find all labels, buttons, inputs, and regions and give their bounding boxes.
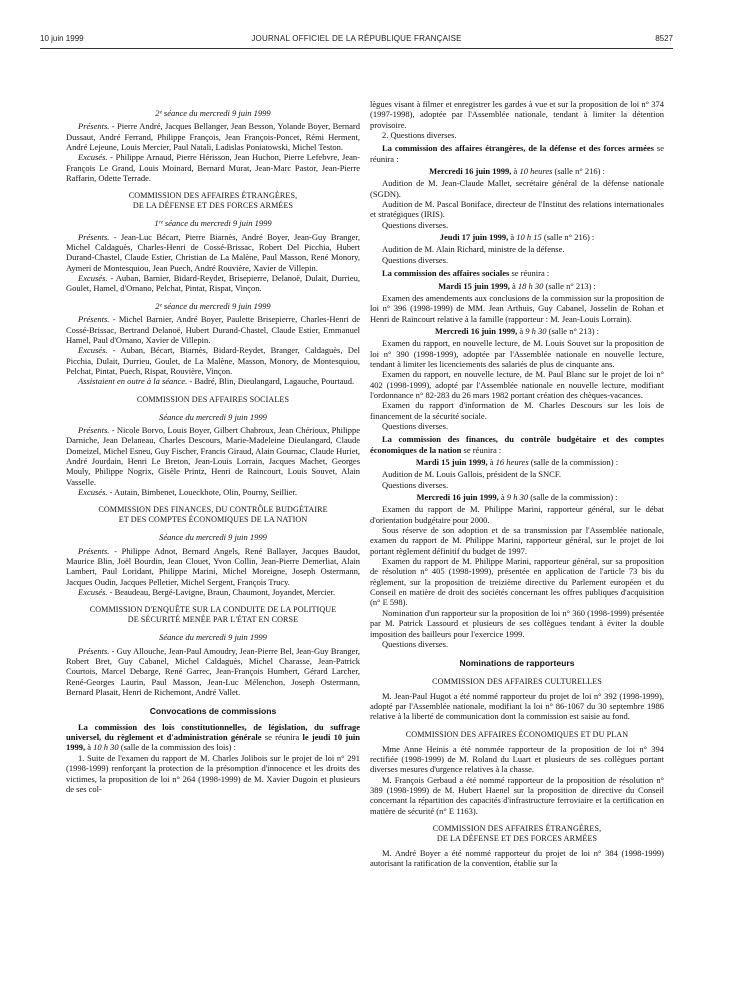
body-paragraph: 2. Questions diverses. [382, 130, 457, 141]
session-heading: Séance du mercredi 9 juin 1999 [159, 632, 267, 643]
page-header [40, 34, 673, 46]
section-title: Convocations de commissions [149, 706, 277, 717]
body-paragraph: Questions diverses. [382, 479, 449, 490]
commission-heading: COMMISSION DES AFFAIRES ÉCONOMIQUES ET DU PLAN [405, 729, 629, 739]
attendance-label: Présents. [78, 231, 110, 242]
attendance-paragraph [66, 487, 360, 497]
meeting-time: 9 h 30 [506, 492, 529, 503]
commission-heading: COMMISSION DES AFFAIRES ÉTRANGÈRES, DE LA DÉFENSE ET DES FORCES ARMÉES [128, 191, 298, 211]
body-paragraph: Questions diverses. [382, 420, 449, 431]
meeting-date-sep: à [509, 280, 518, 291]
body-paragraph: 1. Suite de l'examen du rapport de M. Charles Jolibois sur le projet de loi n° 291 (1998-1999) renforçant la protection de la présomption d'innocence et les droits des victimes, la proposition de loi n° 264 (1998-1999) de M. Xavier Dugoin et plusieurs de ses col- [66, 752, 360, 794]
meeting-date-line [370, 492, 664, 502]
commission-name: La commission des affaires sociales [382, 268, 510, 279]
body-paragraph: Audition de M. Jean-Claude Mallet, secrétaire général de la défense nationale (SGDN). [370, 178, 664, 199]
session-heading: 1ʳᵉ séance du mercredi 9 juin 1999 [154, 218, 272, 229]
attendance-label: Présents. [78, 424, 110, 435]
commission-heading: COMMISSION DES AFFAIRES SOCIALES [136, 394, 290, 404]
commission-heading: COMMISSION D'ENQUÊTE SUR LA CONDUITE DE LA POLITIQUE DE SÉCURITÉ MENÉE PAR L'ÉTAT EN CORSE [89, 605, 337, 625]
meeting-room: (salle n° 213) : [543, 280, 596, 291]
meeting-date-line [370, 281, 664, 291]
convocation-text: se réunira : [461, 444, 502, 455]
meeting-date: Mercredi 16 juin 1999, [429, 166, 512, 177]
convocation-paragraph [370, 268, 664, 278]
attendance-names: - Auban, Barnier, Bidard-Reydet, Brisepierre, Delanoë, Dulait, Durrieu, Goulet, Hamel, d'Ornano, Pelchat, Pintat, Rispat, Vinçon. [66, 273, 360, 294]
convocation-text: se réunira : [509, 268, 550, 279]
body-paragraph: Examen du rapport, en nouvelle lecture, de M. Paul Blanc sur le projet de loi n° 402 (1998-1999), adopté par l'Assemblée nationale en nouvelle lecture, modifiant l'ordonnance n° 82-283 du 26 mars 1982 portant création des chèques-vacances. [370, 369, 664, 400]
attendance-label: Assistaient en outre à la séance. [78, 376, 188, 387]
meeting-date: Mercredi 16 juin 1999, [416, 492, 499, 503]
body-paragraph: Sous réserve de son adoption et de sa transmission par l'Assemblée nationale, examen du rapport de M. Philippe Marini, rapporteur général, sur le projet de loi portant règlement définitif du budget de 1997. [370, 525, 664, 556]
attendance-paragraph [66, 314, 360, 345]
meeting-room: (salle n° 216) : [541, 232, 595, 243]
session-heading: 2ᵉ séance du mercredi 9 juin 1999 [155, 108, 271, 118]
meeting-date: le jeudi 10 juin 1999, [66, 732, 361, 753]
commission-name: La commission des affaires étrangères, de la défense et des forces armées [382, 143, 654, 154]
attendance-label: Excusés. [78, 486, 108, 497]
body-paragraph: Examen des amendements aux conclusions de la commission sur la proposition de loi n° 396 (1998-1999) de MM. Jean Arthuis, Guy Cabanel, Josselin de Rohan et Henri de Raincourt relative à la famille (rapporteur : M. Jean-Louis Lorrain). [370, 292, 664, 324]
convocation-paragraph [370, 434, 664, 455]
meeting-date-line [370, 326, 664, 336]
convocation-text: se réunira [261, 732, 303, 743]
attendance-paragraph [66, 273, 360, 294]
attendance-names: - Philippe Arnaud, Pierre Hérisson, Jean Huchon, Pierre Lefebvre, Jean-François Le Grand, Louis Moinard, Bernard Murat, Jean-Marc Pastor, Jean-Pierre Raffarin, Odette Terrade. [66, 152, 360, 184]
section-title: Nominations de rapporteurs [459, 658, 575, 669]
meeting-room: (salle de la commission) : [528, 457, 619, 467]
commission-name: La commission des lois constitutionnelles, de législation, du suffrage universel, du règlement et d'administration générale [66, 721, 360, 743]
session-heading: Séance du mercredi 9 juin 1999 [159, 411, 267, 422]
meeting-time: 9 h 30 [525, 325, 547, 336]
body-paragraph: Questions diverses. [382, 638, 449, 649]
attendance-names: - Michel Barnier, André Boyer, Paulette Brisepierre, Charles-Henri de Cossé-Brissac, Bertrand Delanoë, Hubert Durand-Chastel, Claude Estier, Emmanuel Hamel, Paul d'Ornano, Xavier de Villepin. [66, 314, 360, 345]
commission-heading: COMMISSION DES AFFAIRES CULTURELLES [432, 676, 602, 686]
meeting-time: 10 h 15 [516, 232, 542, 243]
attendance-names: - Badré, Blin, Dieulangard, Lagauche, Pourtaud. [187, 376, 355, 387]
attendance-paragraph [66, 152, 360, 183]
meeting-date-sep: à [498, 492, 507, 503]
attendance-paragraph [66, 425, 360, 487]
attendance-label: Présents. [78, 121, 110, 132]
attendance-label: Excusés. [78, 273, 108, 284]
attendance-label: Excusés. [78, 345, 108, 356]
meeting-date-sep: à [511, 166, 520, 177]
attendance-names: - Nicole Borvo, Louis Boyer, Gilbert Chabroux, Jean Chérioux, Philippe Darniche, Jean Delaneau, Charles Descours, Marie-Madeleine Dieulangard, Claude Domeizel, Michel Esneu, Guy Fischer, Francis Giraud, Alain Gournac, Claude Huriet, André Jourdain, Henri Le Breton, Jean-Louis Lorrain, Jacques Machet, Georges Mouly, Philippe Nogrix, Gisèle Printz, Henri de Raincourt, Louis Souvet, Alain Vasselle. [66, 424, 360, 487]
attendance-names: - Philippe Adnot, Bernard Angels, René Ballayer, Jacques Baudot, Maurice Blin, Joël Bourdin, Jean Clouet, Yvon Collin, Jean-Pierre Demerliat, Alain Lambert, Paul Loridant, Philippe Marini, Michel Moreigne, Joseph Ostermann, Jacques Oudin, Jacques Pelletier, Michel Sergent, François Trucy. [66, 545, 360, 587]
body-paragraph: Audition de M. Pascal Boniface, directeur de l'Institut des relations internationales et stratégiques (IRIS). [370, 199, 664, 220]
attendance-paragraph [66, 232, 360, 273]
attendance-label: Excusés. [78, 587, 108, 598]
attendance-paragraph [66, 546, 360, 587]
header-date: 10 juin 1999 [40, 34, 84, 43]
attendance-names: - Autain, Bimbenet, Loueckhote, Olin, Pourny, Seillier. [107, 486, 298, 497]
meeting-room: (salle de la commission) : [528, 492, 618, 503]
attendance-names: - Pierre André, Jacques Bellanger, Jean Besson, Yolande Boyer, Bernard Dussaut, André Ferrand, Philippe François, Jean François-Poncet, Rémi Herment, André Lejeune, Louis Mercier, Paul Natali, Ladislas Poniatowski, Michel Teston. [66, 121, 360, 153]
body-paragraph: M. Jean-Paul Hugot a été nommé rapporteur du projet de loi n° 392 (1998-1999), adopté par l'Assemblée nationale, modifiant la loi n° 86-1067 du 30 septembre 1986 relative à la liberté de communication dont la commission est saisie au fond. [370, 690, 664, 722]
body-paragraph: Audition de M. Louis Gallois, président de la SNCF. [382, 469, 561, 480]
body-paragraph: Questions diverses. [382, 254, 449, 265]
meeting-date-sep: à [517, 325, 526, 336]
meeting-date: Mardi 15 juin 1999, [415, 457, 488, 467]
attendance-names: - Auban, Bécart, Biarnès, Bidard-Reydet, Branger, Caldaguès, Del Picchia, Dulait, Durrieu, Goulet, de La Malène, Masson, Monory, de Montesquiou, Pelchat, Pintat, Puech, Rispat, Rouvière, Vinçon. [66, 345, 360, 376]
attendance-paragraph [66, 376, 360, 386]
meeting-room: (salle n° 213) : [546, 325, 600, 336]
body-paragraph: M. François Gerbaud a été nommé rapporteur de la proposition de résolution n° 389 (1998-1999) de M. Hubert Haenel sur la proposition de directive du Conseil concernant la répartition des capacités d'infrastructure ferroviaire et la certification en matière de sécurité (n° E 1163). [370, 774, 664, 816]
body-paragraph: Examen du rapport, en nouvelle lecture, de M. Louis Souvet sur la proposition de loi n° 390 (1998-1999), adoptée par l'Assemblée nationale en nouvelle lecture, tendant à limiter les licenciements des salariés de plus de cinquante ans. [370, 338, 664, 369]
right-column [370, 99, 664, 869]
meeting-time: 10 heures [519, 166, 553, 177]
body-paragraph: Examen du rapport de M. Philippe Marini, rapporteur général, sur sa proposition de résolution n° 405 (1998-1999), présentée en application de l'article 73 bis du règlement, sur la proposition de treizième directive du Parlement européen et du Conseil en matière de droit des sociétés concernant les offres publiques d'acquisition (n° E 598). [370, 556, 664, 608]
meeting-date: Jeudi 17 juin 1999, [439, 232, 509, 243]
attendance-label: Présents. [78, 314, 110, 325]
convocation-text: à [85, 742, 94, 753]
attendance-paragraph [66, 587, 360, 597]
attendance-label: Excusés. [78, 152, 108, 163]
attendance-paragraph [66, 345, 360, 376]
meeting-time: 18 h 30 [517, 280, 544, 291]
convocation-paragraph [66, 722, 360, 753]
meeting-room: (salle n° 216) : [552, 166, 605, 177]
meeting-date-line [370, 232, 664, 242]
body-paragraph: Audition de M. Alain Richard, ministre de la défense. [382, 244, 565, 255]
attendance-names: - Guy Allouche, Jean-Paul Amoudry, Jean-Pierre Bel, Jean-Guy Branger, Robert Bret, Guy Cabanel, Michel Caldaguès, Michel Charasse, Jean-Patrick Courtois, Marcel Debarge, René Garrec, Jean-François Humbert, Gérard Larcher, René-Georges Laurin, Paul Masson, Jean-Luc Mélenchon, Joseph Ostermann, Bernard Plasait, Henri de Richemont, André Vallet. [66, 645, 360, 698]
meeting-date-sep: à [508, 232, 517, 243]
meeting-date-sep: à [487, 457, 496, 467]
paragraph-continuation: lègues visant à filmer et enregistrer les gardes à vue et sur la proposition de loi n° 374 (1997-1998), adoptée par l'Assemblée nationale, tendant à limiter la détention provisoire. [370, 99, 664, 130]
meeting-date: Mercredi 16 juin 1999, [434, 325, 518, 336]
body-paragraph: Mme Anne Heinis a été nommée rapporteur de la proposition de loi n° 394 rectifiée (1998-1999) de M. Roland du Luart et plusieurs de ses collègues portant diverses mesures d'urgence relatives à la chasse. [370, 743, 664, 775]
meeting-room: (salle de la commission des lois) : [118, 742, 236, 753]
header-journal-title: JOURNAL OFFICIEL DE LA RÉPUBLIQUE FRANÇAISE [251, 34, 462, 43]
body-paragraph: Questions diverses. [382, 219, 449, 230]
session-heading: 2ᵉ séance du mercredi 9 juin 1999 [155, 300, 271, 311]
session-heading: Séance du mercredi 9 juin 1999 [159, 532, 267, 543]
commission-heading: COMMISSION DES AFFAIRES ÉTRANGÈRES, DE LA DÉFENSE ET DES FORCES ARMÉES [432, 823, 602, 843]
commission-heading: COMMISSION DES FINANCES, DU CONTRÔLE BUDGÉTAIRE ET DES COMPTES ÉCONOMIQUES DE LA NATION [98, 505, 328, 525]
body-paragraph: Examen du rapport de M. Philippe Marini, rapporteur général, sur le débat d'orientation budgétaire pour 2000. [370, 504, 664, 525]
attendance-paragraph [66, 646, 360, 698]
commission-name: La commission des finances, du contrôle budgétaire et des comptes économiques de la nation [370, 434, 664, 455]
attendance-paragraph [66, 121, 360, 152]
meeting-date: Mardi 15 juin 1999, [438, 280, 510, 291]
body-paragraph: M. André Boyer a été nommé rapporteur du projet de loi n° 384 (1998-1999) autorisant la ratification de la convention, établie sur la [370, 847, 664, 869]
header-page-number: 8527 [655, 34, 673, 43]
meeting-time: 10 h 30 [93, 742, 119, 753]
body-paragraph: Nomination d'un rapporteur sur la proposition de loi n° 360 (1998-1999) présentée par M. Patrick Lassourd et plusieurs de ses collègues tendant à éviter la double imposition des bailleurs pour l'exercice 1999. [370, 607, 664, 639]
attendance-label: Présents. [78, 645, 110, 656]
meeting-time: 16 heures [495, 457, 529, 467]
meeting-date-line [370, 166, 664, 176]
left-column [66, 101, 360, 794]
convocation-paragraph [370, 143, 664, 164]
attendance-label: Présents. [78, 545, 110, 556]
attendance-names: - Beaudeau, Bergé-Lavigne, Braun, Chaumont, Joyandet, Mercier. [107, 587, 336, 598]
attendance-names: - Jean-Luc Bécart, Pierre Biarnès, André Boyer, Jean-Guy Branger, Michel Caldaguès, Charles-Henri de Cossé-Brissac, Robert Del Picchia, Hubert Durand-Chastel, Claude Estier, Christian de La Malène, Paul Masson, René Monory, Aymeri de Montesquiou, Jean Puech, André Rouvière, Xavier de Villepin. [66, 231, 360, 273]
meeting-date-line [370, 457, 664, 467]
convocation-text: se réunira : [370, 143, 664, 164]
header-rule [40, 48, 673, 49]
body-paragraph: Examen du rapport d'information de M. Charles Descours sur les lois de financement de la sécurité sociale. [370, 400, 664, 421]
